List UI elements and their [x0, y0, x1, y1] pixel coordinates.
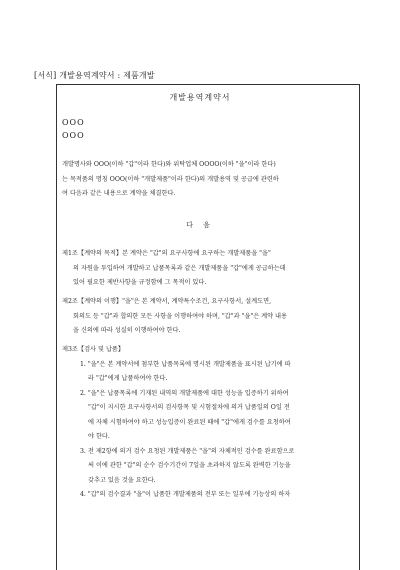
article-2-line: 을 신의에 따라 성실히 이행하여야 한다.	[73, 327, 181, 334]
party-gap: OOO	[62, 118, 85, 127]
article-3-line: 3. 전 제2항에 의거 검수 요청된 개발제품은 "을"의 자체적인 검수를 완료함으로	[80, 447, 295, 455]
article-3-line: 써 이에 관한 "갑"의 순수 검수기간이 7일을 초과하지 않도록 완벽한 기능을	[88, 462, 291, 469]
article-3-line: 에 자체 시험하여야 하고 성능입증이 완료된 때에 "갑"에게 검수를 요청하여	[88, 418, 291, 426]
intro-paragraph	[62, 158, 356, 202]
document-title: 개발용역계약서	[169, 93, 231, 102]
article-3-line: 2. "을"은 납품목록에 기재된 내역의 개발제품에 대한 성능을 입증하기 위하여	[80, 389, 289, 397]
form-title: [서식] 개발용역계약서 : 제품개발	[34, 71, 155, 80]
article-3	[62, 343, 356, 503]
article-2-line: 제2조【계약의 이행】"을"은 본 계약서, 계약특수조건, 요구사항서, 설계도면,	[62, 298, 272, 305]
party-eul: OOO	[62, 131, 85, 140]
article-3-title: 제3조【검사 및 납품】	[62, 346, 125, 353]
article-3-line: 야 한다.	[88, 433, 110, 440]
article-1	[62, 247, 356, 291]
intro-line: 는 목적품의 명칭 OOO(이하 "개발제품"이라 한다)의 개발용역 및 공급에 관련하	[62, 175, 279, 183]
intro-line: 여 다음과 같은 내용으로 계약을 체결한다.	[62, 190, 176, 197]
article-1-line: 의 자원을 투입하여 개발하고 납품목록과 같은 개발제품을 "갑"에게 공급하는데	[73, 264, 286, 272]
article-1-line: 제1조【계약의 목적】본 계약은 "갑"의 요구사항에 요구하는 개발제품을 "을"	[62, 250, 271, 257]
article-3-line: 1. "을"은 본 계약서에 첨부한 납품목록에 명시된 개발제품을 표시된 납기에 따	[80, 360, 291, 368]
article-3-line: 라 "갑"에게 납품하여야 한다.	[88, 375, 168, 382]
article-3-line: 4. "갑"의 검수결과 "을"이 납품한 개발제품의 전부 또는 일부에 기능상의 하자	[80, 491, 291, 498]
article-1-line: 있어 필요한 제반사항을 규정함에 그 목적이 있다.	[73, 279, 207, 286]
article-3-line: 갖추고 있음 것을 요한다.	[88, 476, 156, 484]
intro-line: 개발명사와 OOO(이하 "갑"이라 한다)와 위탁업체 OOOO(이하 "을"이라 한다)	[62, 161, 276, 168]
article-2	[62, 295, 356, 339]
article-2-line: 회의도 등 "갑"과 합의한 모든 사항을 이행하여야 하며, "갑"과 "을"은 계약 내용	[73, 312, 288, 320]
article-3-line: "갑"이 지시한 요구사항서의 검사항목 및 시험절차에 의거 납품일의 O일 전	[88, 404, 290, 411]
da-eum-heading: 다 음	[186, 221, 214, 229]
